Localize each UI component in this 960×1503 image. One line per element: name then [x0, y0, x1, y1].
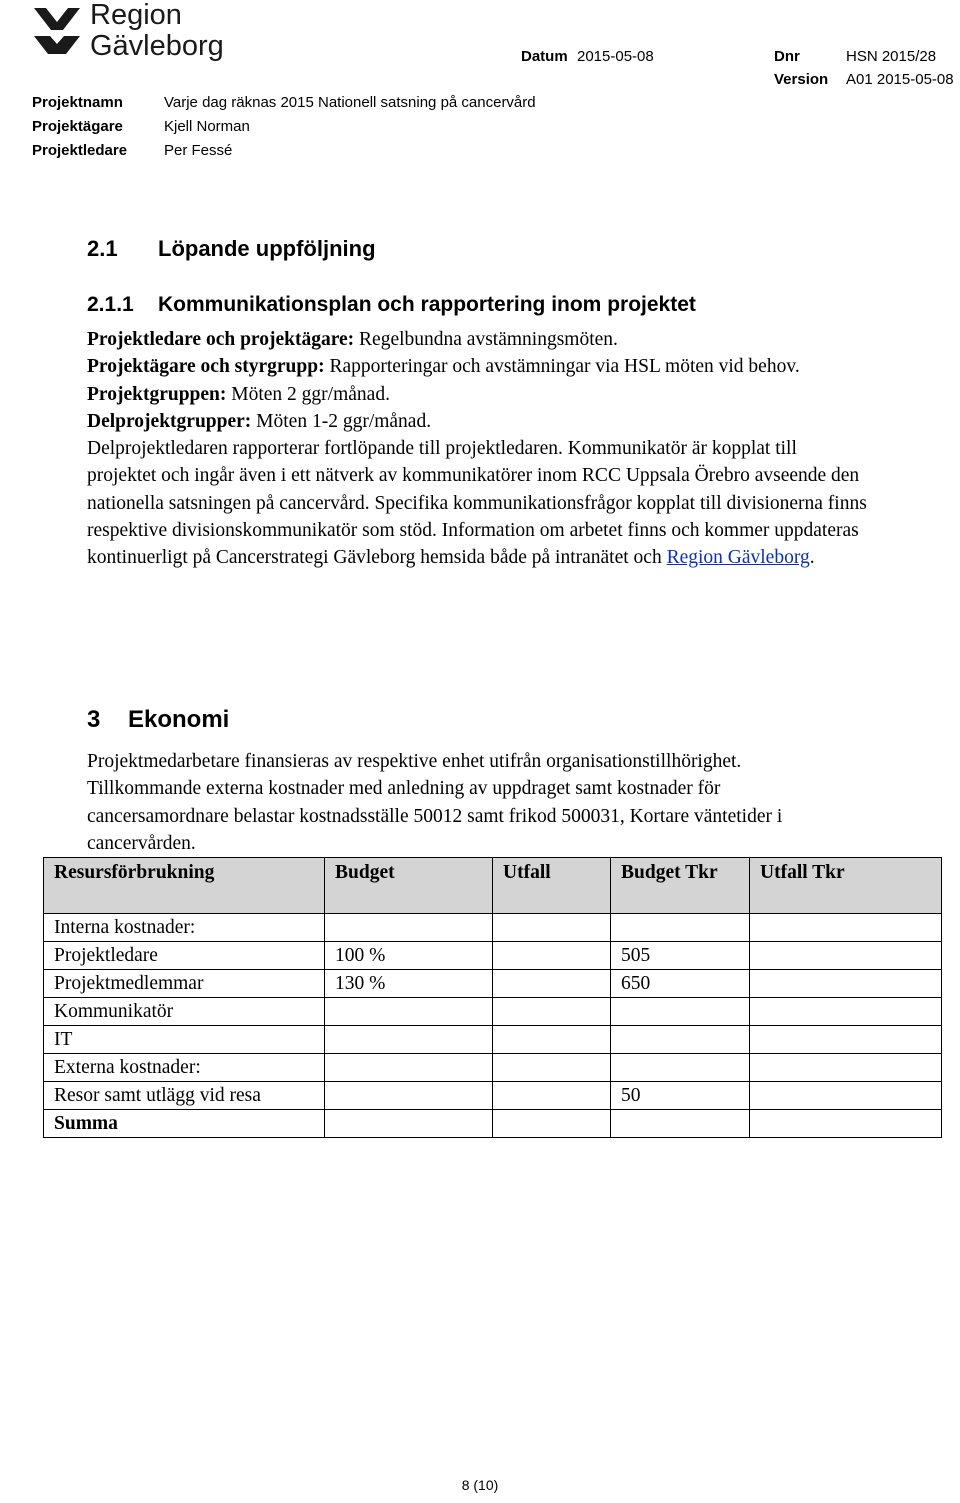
budget-table-row — [44, 970, 942, 998]
budget-cell — [611, 998, 750, 1026]
budget-table-row — [44, 998, 942, 1026]
logo-line2: Gävleborg — [90, 30, 224, 62]
budget-cell — [493, 1082, 611, 1110]
datum-value: 2015-05-08 — [577, 48, 654, 65]
communication-text — [87, 326, 867, 572]
comm-line4-bold: Delprojektgrupper: — [87, 410, 252, 432]
region-logo-icon — [32, 6, 82, 62]
budget-cell — [750, 970, 942, 998]
budget-cell — [611, 914, 750, 942]
budget-table-row — [44, 1026, 942, 1054]
comm-line-delprojektgrupper — [87, 408, 867, 435]
comm-line2-bold: Projektägare och styrgrupp: — [87, 356, 325, 378]
col-budget-tkr: Budget Tkr — [611, 858, 750, 914]
comm-line-projektgruppen — [87, 381, 867, 408]
budget-cell — [750, 914, 942, 942]
budget-cell — [493, 998, 611, 1026]
budget-cell — [493, 970, 611, 998]
comm-line-projektledare — [87, 326, 867, 353]
budget-cell — [750, 1082, 942, 1110]
budget-table-row — [44, 1054, 942, 1082]
projektnamn-label: Projektnamn — [32, 94, 123, 111]
page-number: 8 (10) — [461, 1477, 499, 1493]
budget-cell — [611, 1110, 750, 1138]
budget-cell: Externa kostnader: — [44, 1054, 325, 1082]
budget-cell — [325, 1082, 493, 1110]
version-label: Version — [774, 71, 829, 88]
projektagare-value: Kjell Norman — [164, 118, 250, 135]
comm-line3-rest: Möten 2 ggr/månad. — [226, 383, 390, 405]
budget-table-body — [44, 858, 942, 1138]
budget-cell — [493, 1110, 611, 1138]
budget-table — [43, 857, 942, 1138]
economy-paragraph: Projektmedarbetare finansieras av respektive enhet utifrån organisationstillhörighet. Tillkommande externa kostnader med anledning av uppdraget samt kostnader för cancersamordnare belastar kostnadsställe 50012 samt frikod 500031, Kortare väntetider i cancervården. — [87, 751, 783, 854]
projektledare-value: Per Fessé — [164, 142, 233, 159]
budget-cell — [611, 1026, 750, 1054]
section-2-1-1-number: 2.1.1 — [87, 293, 134, 316]
projektagare-label: Projektägare — [32, 118, 123, 135]
budget-cell — [493, 1026, 611, 1054]
budget-cell — [750, 1054, 942, 1082]
section-2-1-number: 2.1 — [87, 236, 118, 261]
comm-body-text: Delprojektledaren rapporterar fortlöpande till projektledaren. Kommunikatör är kopplat till projektet och ingår även i ett nätverk av kommunikatörer inom RCC Uppsala Örebro avseende den nationella satsningen på cancervård. Specifika kommunikationsfrågor kopplat till divisionerna finns respektive divisionskommunikatör som stöd. Information om arbetet finns och kommer uppdateras kontinuerligt på Cancerstrategi Gävleborg hemsida både på intranätet och — [87, 438, 867, 569]
budget-header-row — [44, 858, 942, 914]
budget-table-row — [44, 914, 942, 942]
col-utfall-tkr: Utfall Tkr — [750, 858, 942, 914]
budget-cell — [325, 1026, 493, 1054]
budget-cell — [493, 914, 611, 942]
comm-line4-rest: Möten 1-2 ggr/månad. — [251, 410, 432, 432]
region-gavleborg-link[interactable]: Region Gävleborg — [666, 547, 810, 569]
logo-text — [90, 0, 224, 62]
budget-table-row — [44, 1082, 942, 1110]
budget-cell — [750, 998, 942, 1026]
budget-cell — [611, 1054, 750, 1082]
dnr-value: HSN 2015/28 — [846, 48, 937, 65]
budget-table-row — [44, 1110, 942, 1138]
budget-cell: Kommunikatör — [44, 998, 325, 1026]
budget-cell: Summa — [44, 1110, 325, 1138]
budget-cell: Projektledare — [44, 942, 325, 970]
budget-cell — [325, 914, 493, 942]
budget-cell — [750, 1026, 942, 1054]
budget-cell: Projektmedlemmar — [44, 970, 325, 998]
col-utfall: Utfall — [493, 858, 611, 914]
section-3-number: 3 — [87, 706, 101, 733]
dnr-label: Dnr — [774, 48, 800, 65]
budget-cell — [750, 1110, 942, 1138]
datum-label: Datum — [521, 48, 568, 65]
comm-line3-bold: Projektgruppen: — [87, 383, 227, 405]
section-2-1-title: Löpande uppföljning — [158, 236, 376, 261]
budget-cell: Resor samt utlägg vid resa — [44, 1082, 325, 1110]
section-3-title: Ekonomi — [128, 706, 230, 733]
region-gavleborg-logo — [32, 2, 242, 64]
comm-line2-rest: Rapporteringar och avstämningar via HSL möten vid behov. — [324, 356, 800, 378]
budget-cell: 50 — [611, 1082, 750, 1110]
projektnamn-value: Varje dag räknas 2015 Nationell satsning på cancervård — [164, 94, 536, 111]
budget-cell — [325, 1110, 493, 1138]
budget-cell: 100 % — [325, 942, 493, 970]
economy-text — [87, 748, 847, 857]
budget-cell: 130 % — [325, 970, 493, 998]
budget-cell: 505 — [611, 942, 750, 970]
comm-line1-bold: Projektledare och projektägare: — [87, 329, 355, 350]
section-2-1-1-title: Kommunikationsplan och rapportering inom projektet — [158, 293, 696, 316]
budget-cell — [493, 942, 611, 970]
version-value: A01 2015-05-08 — [846, 71, 954, 88]
comm-body — [87, 435, 867, 571]
projektledare-label: Projektledare — [32, 142, 128, 159]
budget-table-row — [44, 942, 942, 970]
logo-line1: Region — [90, 0, 182, 31]
budget-cell — [750, 942, 942, 970]
col-budget: Budget — [325, 858, 493, 914]
budget-cell: Interna kostnader: — [44, 914, 325, 942]
comm-line1-rest: Regelbundna avstämningsmöten. — [354, 329, 618, 350]
budget-cell: IT — [44, 1026, 325, 1054]
comm-line-styrgrupp — [87, 353, 867, 380]
budget-cell — [493, 1054, 611, 1082]
col-resursforbrukning: Resursförbrukning — [44, 858, 325, 914]
budget-cell — [325, 998, 493, 1026]
budget-cell: 650 — [611, 970, 750, 998]
budget-cell — [325, 1054, 493, 1082]
comm-body-end: . — [809, 547, 815, 569]
